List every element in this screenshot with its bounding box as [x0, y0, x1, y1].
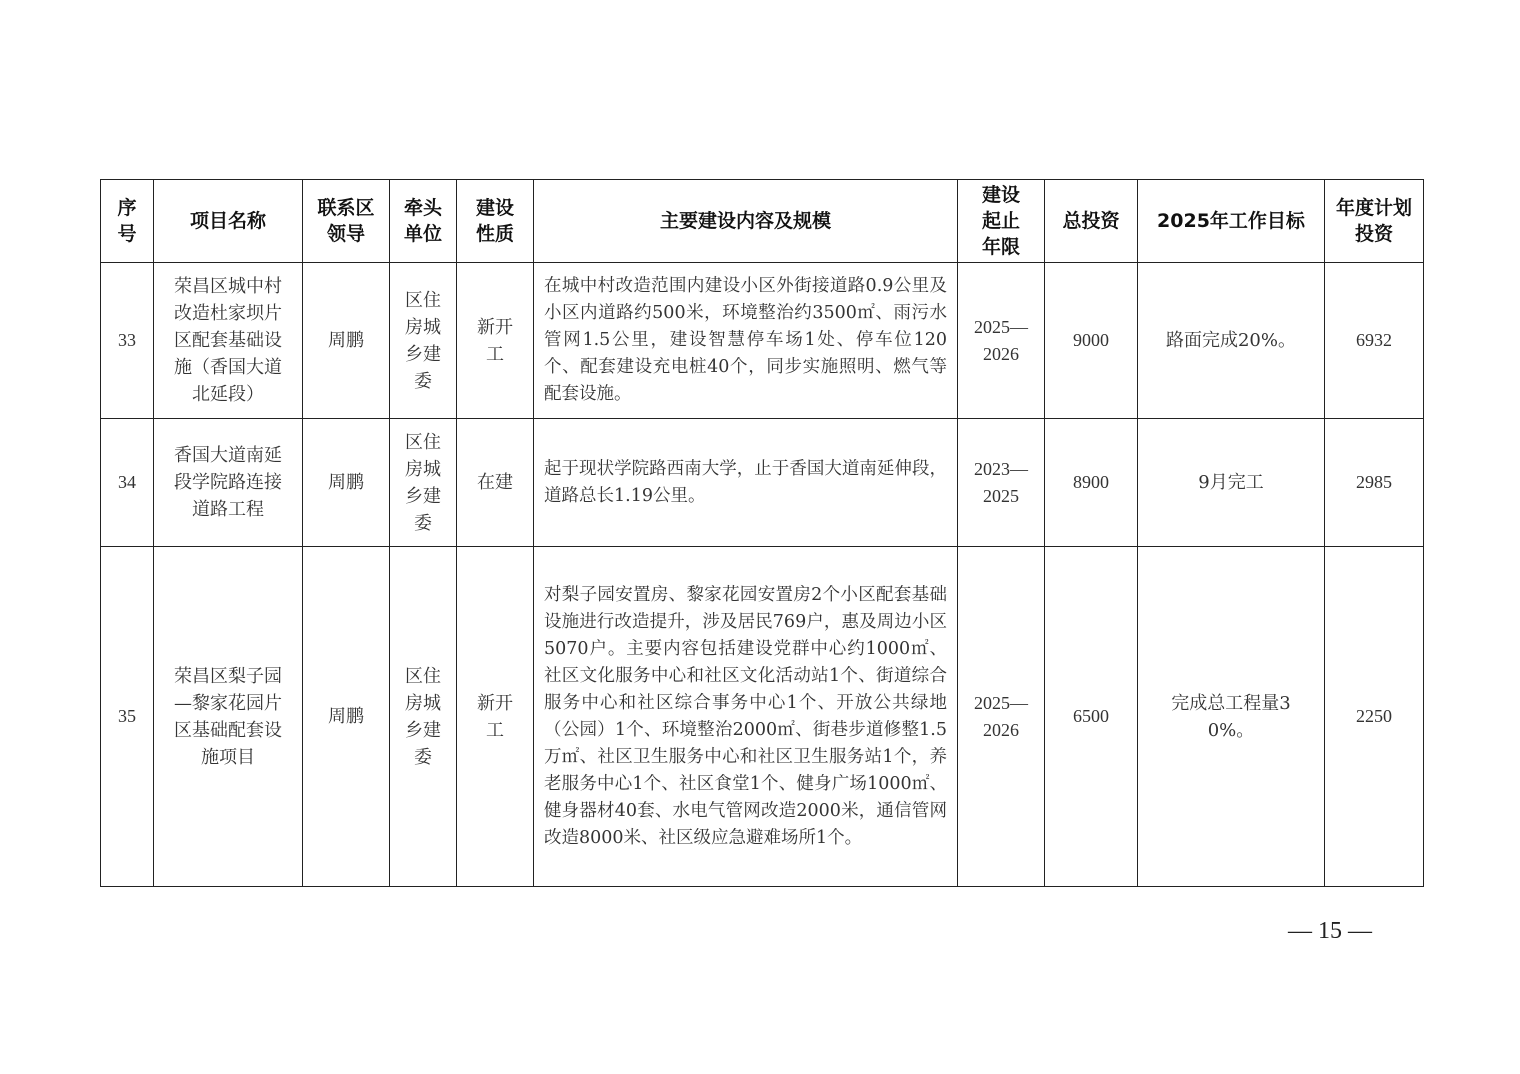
seq-cell: 34 [101, 419, 154, 547]
seq-cell: 33 [101, 263, 154, 419]
annual-cell: 2985 [1325, 419, 1424, 547]
table-row [101, 419, 1424, 547]
header-period: 建设起止年限 [958, 180, 1045, 263]
project-table [100, 179, 1424, 887]
period-cell: 2025—2026 [958, 263, 1045, 419]
project-name-cell: 香国大道南延段学院路连接道路工程 [154, 419, 303, 547]
content-cell: 起于现状学院路西南大学，止于香国大道南延伸段，道路总长1.19公里。 [534, 419, 958, 547]
seq-cell: 35 [101, 547, 154, 887]
content-cell: 对梨子园安置房、黎家花园安置房2个小区配套基础设施进行改造提升，涉及居民769户，惠及周边小区5070户。主要内容包括建设党群中心约1000㎡、社区文化服务中心和社区文化活动站1个、街道综合服务中心和社区综合事务中心1个、开放公共绿地（公园）1个、环境整治2000㎡、街巷步道修整1.5万㎡、社区卫生服务中心和社区卫生服务站1个，养老服务中心1个、社区食堂1个、健身广场1000㎡、健身器材40套、水电气管网改造2000米，通信管网改造8000米、社区级应急避难场所1个。 [534, 547, 958, 887]
leader-cell: 周鹏 [303, 263, 390, 419]
header-seq: 序号 [101, 180, 154, 263]
nature-cell: 新开工 [457, 263, 534, 419]
investment-cell: 9000 [1045, 263, 1138, 419]
table-row [101, 547, 1424, 887]
header-unit: 牵头单位 [390, 180, 457, 263]
period-cell: 2023—2025 [958, 419, 1045, 547]
lead-unit-cell: 区住房城乡建委 [390, 419, 457, 547]
nature-cell: 新开工 [457, 547, 534, 887]
investment-cell: 6500 [1045, 547, 1138, 887]
header-leader: 联系区领导 [303, 180, 390, 263]
header-investment: 总投资 [1045, 180, 1138, 263]
target-cell: 完成总工程量30%。 [1138, 547, 1325, 887]
leader-cell: 周鹏 [303, 419, 390, 547]
project-name-cell: 荣昌区城中村改造杜家坝片区配套基础设施（香国大道北延段） [154, 263, 303, 419]
lead-unit-cell: 区住房城乡建委 [390, 547, 457, 887]
target-cell: 路面完成20%。 [1138, 263, 1325, 419]
table-row [101, 263, 1424, 419]
nature-cell: 在建 [457, 419, 534, 547]
header-annual: 年度计划投资 [1325, 180, 1424, 263]
annual-cell: 2250 [1325, 547, 1424, 887]
page-number: — 15 — [1288, 918, 1372, 944]
target-cell: 9月完工 [1138, 419, 1325, 547]
project-name-cell: 荣昌区梨子园—黎家花园片区基础配套设施项目 [154, 547, 303, 887]
header-target: 2025年工作目标 [1138, 180, 1325, 263]
header-nature: 建设性质 [457, 180, 534, 263]
header-name: 项目名称 [154, 180, 303, 263]
lead-unit-cell: 区住房城乡建委 [390, 263, 457, 419]
period-cell: 2025—2026 [958, 547, 1045, 887]
investment-cell: 8900 [1045, 419, 1138, 547]
leader-cell: 周鹏 [303, 547, 390, 887]
annual-cell: 6932 [1325, 263, 1424, 419]
header-content: 主要建设内容及规模 [534, 180, 958, 263]
content-cell: 在城中村改造范围内建设小区外街接道路0.9公里及小区内道路约500米，环境整治约3500㎡、雨污水管网1.5公里，建设智慧停车场1处、停车位120个、配套建设充电桩40个，同步实施照明、燃气等配套设施。 [534, 263, 958, 419]
header-row [101, 180, 1424, 263]
